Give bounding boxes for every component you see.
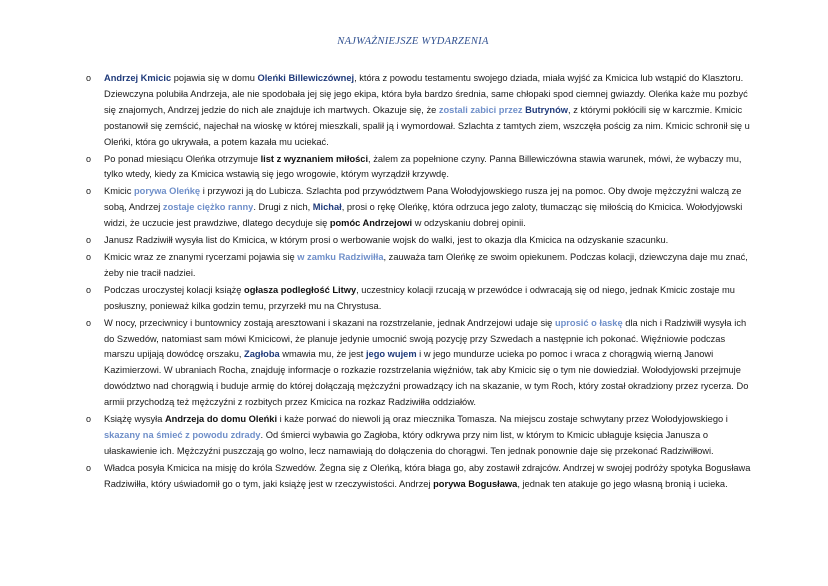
- list-item: [68, 316, 758, 411]
- highlighted-text: jego wujem: [365, 349, 417, 360]
- bullet-icon: o: [86, 284, 92, 295]
- bullet-icon: o: [86, 414, 92, 425]
- highlighted-text: Zagłoba: [244, 349, 280, 360]
- highlighted-text: porywa Oleńkę: [133, 186, 201, 197]
- text-segment: , z którymi pokłócili się w karczmie. Kmicic postanowił się zemścić, najechał na wioskę w której mieszkali, spalił ją i wymordował. Szlachta z tamtych ziem, wszczęła pościg za nim. Kmicic schronił się u Oleńki, która go ukrywała, a potem kazała mu uciekać.: [104, 104, 750, 147]
- list-item: [68, 71, 758, 151]
- highlighted-text: Andrzeja do domu Oleńki: [164, 414, 278, 425]
- events-list: [68, 71, 758, 493]
- highlighted-text: zostali zabici przez: [438, 104, 523, 115]
- text-segment: Władca posyła Kmicica na misję do króla Szwedów. Żegna się z Oleńką, która błaga go, aby zostawił zdrajców. Andrzej w swojej podróży spotyka Bogusława Radziwiłła, który uświadomił go o tym, jaki książę jest w rzeczywistości. Andrzej: [104, 462, 751, 489]
- text-segment: Janusz Radziwiłł wysyła list do Kmicica, w którym prosi o werbowanie wojsk do walki, jest to okazja dla Kmicica na odzyskanie szacunku.: [104, 235, 669, 246]
- highlighted-text: ogłasza podległość Litwy: [244, 284, 357, 295]
- text-segment: Podczas uroczystej kolacji książę: [104, 284, 245, 295]
- text-segment: , jednak ten atakuje go jego własną bronią i ucieka.: [517, 478, 728, 489]
- text-segment: . Drugi z nich,: [253, 202, 313, 213]
- text-segment: wmawia mu, że jest: [279, 349, 366, 360]
- bullet-icon: o: [86, 235, 92, 246]
- highlighted-text: Andrzej Kmicic: [104, 73, 172, 83]
- list-item: [68, 250, 758, 282]
- text-segment: i każe porwać do niewoli ją oraz miecznika Tomasza. Na miejscu zostaje schwytany przez Wołodyjowskiego i: [277, 414, 728, 425]
- bullet-icon: o: [86, 251, 92, 262]
- text-segment: Kmicic: [104, 186, 134, 197]
- text-segment: W nocy, przeciwnicy i buntownicy zostają aresztowani i skazani na rozstrzelanie, jednak Andrzejowi udaje się: [104, 317, 555, 328]
- text-segment: , prosi o rękę Oleńkę, która odrzuca jego zaloty, tłumacząc się miłością do Kmicica. Wołodyjowski widzi, że uczucie jest prawdziwe, dlatego decyduje się: [104, 202, 743, 229]
- document-title: NAJWAŻNIEJSZE WYDARZENIA: [337, 36, 489, 47]
- list-item: [68, 152, 758, 184]
- highlighted-text: skazany na śmieć z powodu zdrady: [104, 429, 261, 440]
- text-segment: i przywozi ją do Lubicza. Szlachta pod przywództwem Pana Wołodyjowskiego rusza jej na pomoc. Oby dwoje mężczyźni walczą ze sobą, Andrzej: [104, 186, 742, 213]
- bullet-icon: o: [86, 462, 92, 473]
- text-segment: . Od śmierci wybawia go Zagłoba, który odkrywa przy nim list, w którym to Kmicic ubłaguje księcia Janusza o ułaskawienie ich. Mężczyźni puszczają go wolno, lecz namawiają do dołączenia do chorągwi. Ten jednak ponownie daje się przekonać Radziwiłłowi.: [104, 429, 714, 456]
- text-segment: , uczestnicy kolacji rzucają w przewódce i odwracają się od niego, jednak Kmicic zostaje mu posłuszny, ponieważ kilka godzin temu, przyrzekł mu na Chrystusa.: [104, 284, 735, 311]
- list-item: [68, 461, 758, 493]
- text-segment: , zauważa tam Oleńkę ze swoim opiekunem. Podczas kolacji, dziewczyna daje mu znać, żeby nie tracił nadziei.: [104, 251, 748, 278]
- list-item: [68, 233, 758, 249]
- highlighted-text: zostaje ciężko ranny: [162, 202, 254, 213]
- highlighted-text: pomóc Andrzejowi: [329, 218, 413, 229]
- highlighted-text: uprosić o łaskę: [554, 317, 623, 328]
- bullet-icon: o: [86, 186, 92, 197]
- highlighted-text: porywa Bogusława: [433, 478, 518, 489]
- highlighted-text: Oleńki Billewiczównej: [257, 73, 355, 83]
- highlighted-text: list z wyznaniem miłości: [260, 153, 369, 164]
- list-item: [68, 283, 758, 315]
- text-segment: w odzyskaniu dobrej opinii.: [412, 218, 526, 229]
- highlighted-text: w zamku Radziwiłła: [297, 251, 384, 262]
- text-segment: i w jego mundurze ucieka po pomoc i wraca z chorągwią wierną Janowi Kazimierzowi. W ubraniach Rocha, znajduję informacje o rozkazie rozstrzelania więźniów, tak aby Kmicic się o tym nie dowiedział. Wołodyjowski przejmuje dowództwo nad chorągwią i buduje armię do której dołączają mężczyźni prowadzący ich na skazanie, w tym Roch, który został okradziony przez rycerza. Do armii przychodzą też mężczyźni z rozbitych przez Kmicica na rozkaz Radziwiłła oddziałów.: [104, 349, 749, 408]
- text-segment: pojawia się w domu: [171, 73, 258, 83]
- bullet-icon: o: [86, 317, 92, 328]
- text-segment: , żalem za popełnione czyny. Panna Billewiczówna stawia warunek, mówi, że wybaczy mu, tylko wtedy, kiedy za Kmicica wstawią się jego wrogowie, którym wyrządził krzywdę.: [104, 153, 742, 180]
- text-segment: dla nich i Radziwiłł wysyła ich do Szwedów, natomiast sam mówi Kmicicowi, że planuje jedynie umocnić swoją pozycję przy Szwedach a następnie ich pokonać. Więźniowie podczas marszu upijają dowódcę orszaku,: [104, 317, 747, 360]
- bullet-icon: o: [86, 73, 92, 83]
- text-segment: Po ponad miesiącu Oleńka otrzymuje: [104, 153, 261, 164]
- text-segment: Książę wysyła: [104, 414, 165, 425]
- highlighted-text: Butrynów: [525, 104, 569, 115]
- text-segment: , która z powodu testamentu swojego dziada, miała wyjść za Kmicica lub wstąpić do Klasztoru. Dziewczyna polubiła Andrzeja, ale nie spodobała jej się jego ekipa, która była bardzo średnia, same chłopaki spod ciemnej gwiazdy. Oleńka każe mu pozbyć się znajomych, Andrzej jedzie do nich ale znajduje ich martwych. Okazuje się, że: [104, 73, 748, 115]
- bullet-icon: o: [86, 153, 92, 164]
- list-item: [68, 184, 758, 232]
- text-segment: Kmicic wraz ze znanymi rycerzami pojawia się: [104, 251, 298, 262]
- highlighted-text: Michał: [312, 202, 342, 213]
- list-item: [68, 412, 758, 460]
